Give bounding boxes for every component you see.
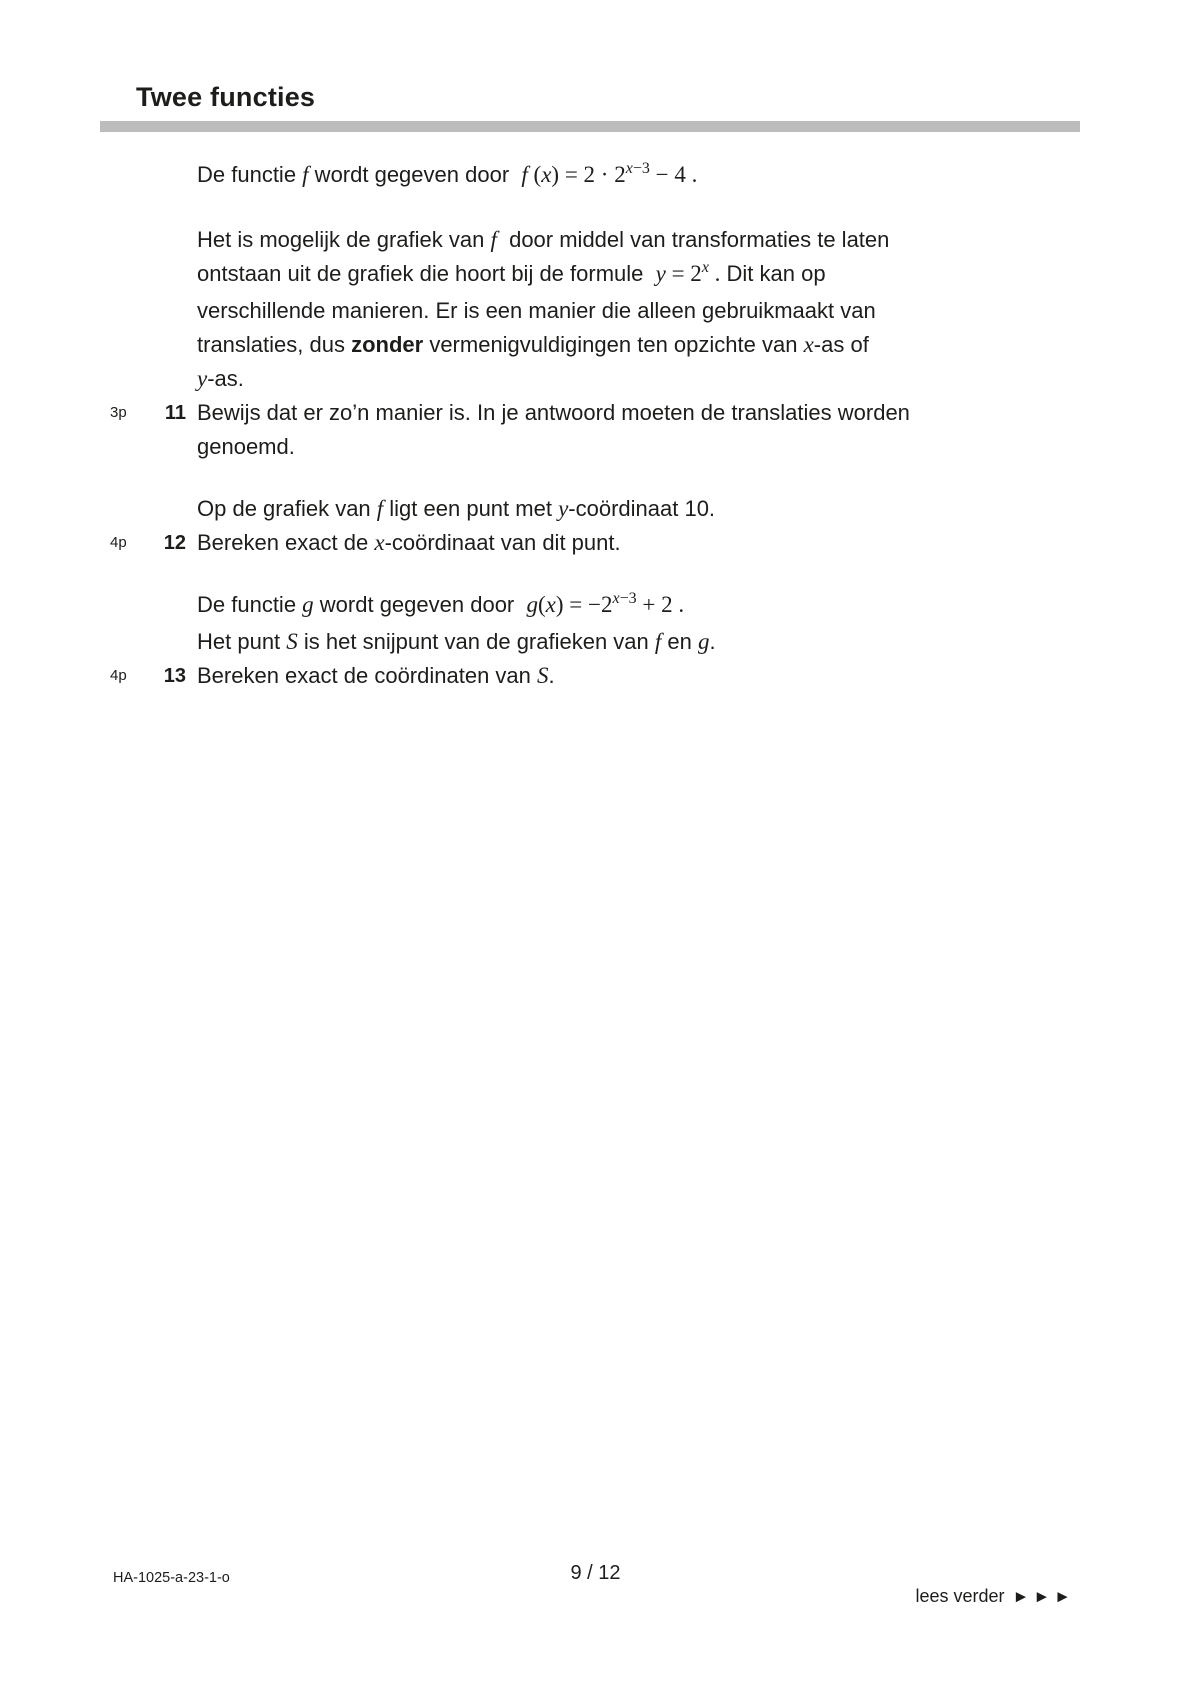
text-segment: g: [526, 592, 538, 617]
text-segment: -as.: [207, 366, 244, 391]
text-line: [197, 362, 1191, 396]
text-segment: ) = −2: [555, 592, 613, 617]
question-points-label: 4p: [110, 534, 127, 551]
text-segment: x: [545, 592, 556, 617]
text-segment: f: [521, 162, 528, 187]
text-segment: g: [302, 592, 314, 617]
text-line: [197, 492, 1191, 526]
question-number: 13: [163, 665, 186, 687]
text-segment: − 4 .: [649, 162, 698, 187]
text-segment: y: [558, 496, 569, 521]
text-segment: x: [625, 160, 633, 177]
document-code: HA-1025-a-23-1-o: [113, 1570, 230, 1586]
text-segment: f: [302, 162, 309, 187]
text-segment: x: [541, 162, 552, 187]
text-segment: .: [709, 629, 716, 654]
text-line: [197, 430, 1191, 464]
transformations-paragraph: [0, 223, 1191, 396]
text-segment: Bereken exact de coördinaten van: [197, 663, 538, 688]
continue-indicator: [895, 1565, 1075, 1628]
text-segment: .: [548, 663, 555, 688]
text-line: [197, 588, 1191, 625]
text-segment: ligt een punt met: [383, 496, 559, 521]
text-line: [197, 158, 1191, 195]
text-segment: f: [376, 496, 384, 521]
text-segment: (: [527, 162, 542, 187]
text-segment: en: [661, 629, 698, 654]
text-segment: De functie: [197, 592, 303, 617]
text-line: [197, 396, 1191, 430]
text-line: [197, 659, 1191, 693]
text-segment: -coördinaat van dit punt.: [384, 530, 621, 555]
text-line: [197, 328, 1191, 362]
text-segment: Het punt: [197, 629, 287, 654]
text-segment: Bewijs dat er zo’n manier is. In je antwoord moeten de translaties worden: [197, 400, 910, 425]
title-rule: [100, 121, 1080, 132]
text-segment: x: [701, 259, 709, 276]
text-segment: zonder: [351, 332, 424, 357]
text-segment: x: [374, 530, 385, 555]
question-points-label: 4p: [110, 667, 127, 684]
text-segment: -coördinaat 10.: [568, 496, 716, 521]
question-points-label: 3p: [110, 404, 127, 421]
text-segment: f: [490, 227, 497, 252]
text-line: [197, 257, 1191, 294]
function-g-paragraph: [0, 588, 1191, 659]
content-area: [0, 158, 1191, 693]
forward-arrows-icon: ►►►: [1012, 1587, 1075, 1606]
text-segment: f: [654, 629, 662, 654]
text-segment: Het is mogelijk de grafiek van: [197, 227, 491, 252]
page-number: 9 / 12: [570, 1562, 621, 1584]
text-segment: translaties, dus: [197, 332, 352, 357]
text-segment: −3: [619, 590, 637, 607]
text-line: [197, 625, 1191, 659]
text-segment: (: [537, 592, 546, 617]
point-on-f-paragraph: [0, 492, 1191, 526]
text-segment: y: [197, 366, 208, 391]
text-segment: x: [612, 590, 620, 607]
text-segment: is het snijpunt van de grafieken van: [297, 629, 655, 654]
text-segment: S: [286, 629, 298, 654]
text-segment: genoemd.: [197, 434, 295, 459]
text-segment: -as of: [813, 332, 869, 357]
intro-function-f: [0, 158, 1191, 195]
text-line: [197, 223, 1191, 257]
text-segment: Dit kan op: [720, 261, 826, 286]
question-11: [0, 396, 1191, 464]
text-segment: wordt gegeven door: [308, 162, 522, 187]
text-segment: y: [655, 261, 666, 286]
text-segment: Op de grafiek van: [197, 496, 377, 521]
text-segment: = 2: [665, 261, 702, 286]
text-line: [197, 526, 1191, 560]
text-segment: .: [708, 261, 721, 286]
text-segment: door middel van transformaties te laten: [496, 227, 890, 252]
text-line: [197, 294, 1191, 328]
text-segment: −3: [632, 160, 650, 177]
text-segment: + 2 .: [636, 592, 685, 617]
text-segment: Bereken exact de: [197, 530, 375, 555]
text-segment: x: [803, 332, 814, 357]
text-segment: wordt gegeven door: [313, 592, 527, 617]
question-number: 11: [164, 402, 186, 424]
question-12: [0, 526, 1191, 560]
text-segment: vermenigvuldigingen ten opzichte van: [423, 332, 804, 357]
question-13: [0, 659, 1191, 693]
text-segment: verschillende manieren. Er is een manier die alleen gebruikmaakt van: [197, 298, 876, 323]
question-number: 12: [163, 532, 186, 554]
text-segment: S: [537, 663, 549, 688]
text-segment: ) = 2 · 2: [551, 162, 626, 187]
page-title: Twee functies: [136, 82, 316, 112]
text-segment: De functie: [197, 162, 303, 187]
text-segment: g: [698, 629, 710, 654]
continue-label: lees verder: [915, 1586, 1005, 1606]
text-segment: ontstaan uit de grafiek die hoort bij de formule: [197, 261, 656, 286]
